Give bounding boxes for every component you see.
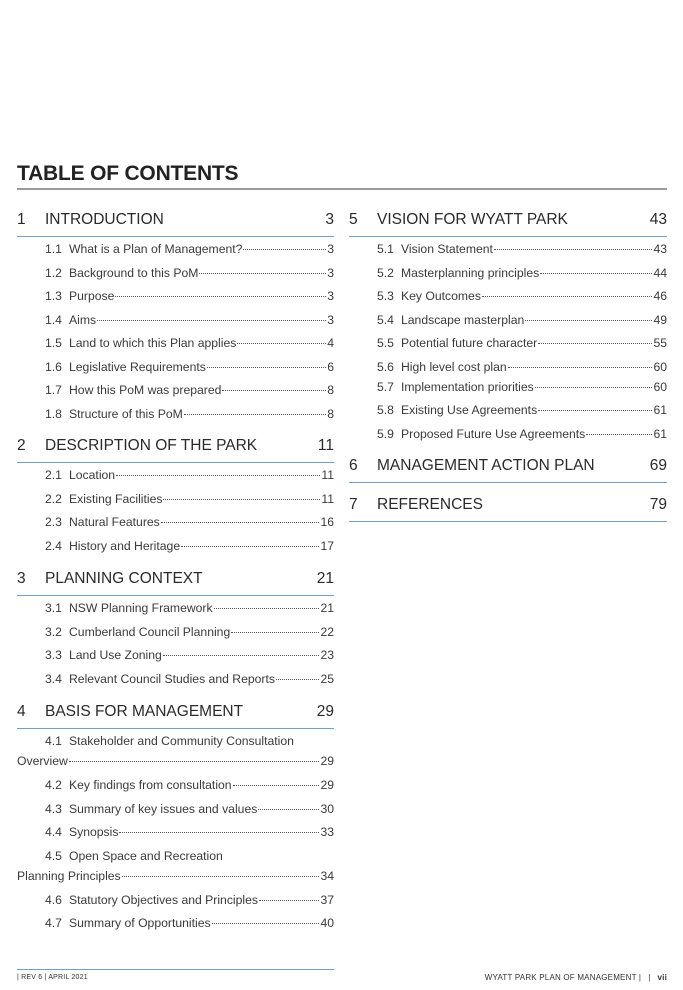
entry-page: 34	[320, 868, 334, 883]
entry-number: 4.6	[45, 892, 62, 907]
entry-number: 2.3	[45, 515, 62, 529]
entry-label: Location	[69, 468, 116, 482]
entry-number: 5.6	[377, 359, 394, 374]
toc-entry[interactable]	[45, 893, 334, 917]
entry-page: 3	[327, 242, 334, 256]
toc-entry[interactable]	[377, 336, 667, 360]
dot-leader	[181, 546, 319, 547]
toc-entry[interactable]	[45, 492, 334, 516]
dot-leader	[163, 655, 320, 656]
entry-page: 25	[320, 671, 334, 686]
dot-leader	[212, 923, 320, 924]
dot-leader	[163, 499, 320, 500]
toc-entry[interactable]	[45, 916, 334, 940]
toc-entry[interactable]	[45, 313, 334, 337]
toc-section-heading[interactable]	[349, 496, 667, 522]
section-page: 29	[316, 703, 334, 720]
footer-page-number: vii	[657, 973, 667, 982]
entry-label: Summary of key issues and values	[69, 801, 258, 816]
entry-number: 4.3	[45, 801, 62, 816]
entry-number: 2.4	[45, 538, 62, 553]
entry-label: Structure of this PoM	[69, 406, 183, 421]
toc-entry[interactable]	[45, 648, 334, 672]
toc-section-1	[17, 211, 334, 430]
toc-entry[interactable]	[377, 242, 667, 266]
entry-page: 46	[653, 289, 667, 303]
entry-number: 5.4	[377, 312, 394, 327]
entry-page: 49	[653, 312, 667, 327]
footer-revision: | REV 6 | APRIL 2021	[17, 974, 88, 981]
dot-leader	[243, 249, 326, 250]
dot-leader	[207, 367, 326, 368]
dot-leader	[538, 343, 652, 344]
toc-section-5	[349, 211, 667, 450]
dot-leader	[184, 414, 326, 415]
dot-leader	[259, 900, 319, 901]
entry-page: 40	[320, 916, 334, 930]
toc-section-heading[interactable]	[17, 437, 334, 463]
entry-number: 5.7	[377, 379, 394, 394]
entry-number: 1.4	[45, 312, 62, 327]
dot-leader	[540, 273, 652, 274]
entry-page: 22	[320, 624, 334, 639]
toc-entry[interactable]	[45, 242, 334, 266]
section-page: 11	[317, 437, 334, 454]
entry-page: 17	[320, 538, 334, 553]
section-page: 79	[649, 496, 667, 513]
entry-number: 1.3	[45, 289, 62, 303]
entry-number: 2.1	[45, 468, 62, 482]
entry-page: 11	[321, 468, 334, 482]
footer-separator: |	[648, 973, 651, 982]
section-title: INTRODUCTION	[45, 211, 164, 228]
dot-leader	[258, 809, 319, 810]
entry-page: 16	[320, 515, 334, 529]
toc-entries	[17, 734, 334, 940]
entry-page: 23	[320, 648, 334, 662]
entry-label: Key Outcomes	[401, 289, 481, 303]
section-title: MANAGEMENT ACTION PLAN	[377, 457, 595, 474]
dot-leader	[538, 410, 652, 411]
section-number: 6	[349, 457, 358, 474]
footer-document-title: WYATT PARK PLAN OF MANAGEMENT |	[484, 973, 642, 982]
dot-leader	[97, 320, 326, 321]
entry-label: NSW Planning Framework	[69, 601, 213, 615]
entry-label: Cumberland Council Planning	[69, 624, 231, 639]
toc-entry[interactable]	[377, 313, 667, 337]
toc-entries	[17, 242, 334, 430]
section-page: 3	[325, 211, 334, 228]
dot-leader	[119, 832, 319, 833]
entry-label: Landscape masterplan	[401, 312, 525, 327]
entry-page: 8	[327, 383, 334, 397]
entry-page: 33	[320, 825, 334, 839]
entry-page: 60	[653, 379, 667, 394]
section-number: 5	[349, 211, 358, 228]
entry-label: Relevant Council Studies and Reports	[69, 671, 275, 686]
section-number: 4	[17, 703, 26, 720]
section-page: 69	[649, 457, 667, 474]
toc-entry[interactable]	[17, 848, 334, 893]
entry-number: 5.5	[377, 336, 394, 350]
entry-page: 21	[320, 601, 334, 615]
entry-number: 3.2	[45, 624, 62, 639]
section-number: 1	[17, 211, 26, 228]
entry-page: 60	[653, 359, 667, 374]
toc-entries	[17, 468, 334, 562]
entry-number: 4.5	[45, 848, 62, 863]
entry-page: 37	[320, 892, 334, 907]
entry-label: Open Space and Recreation	[69, 848, 223, 863]
toc-section-7	[349, 496, 667, 522]
section-title: BASIS FOR MANAGEMENT	[45, 703, 244, 720]
toc-section-3	[17, 570, 334, 695]
dot-leader	[482, 296, 653, 297]
entry-number: 3.4	[45, 671, 62, 686]
entry-page: 61	[653, 426, 667, 441]
entry-number: 1.1	[45, 242, 62, 256]
entry-number: 4.1	[45, 734, 62, 748]
entry-page: 29	[320, 778, 334, 792]
toc-section-heading[interactable]	[349, 457, 667, 483]
toc-entry[interactable]	[377, 266, 667, 290]
entry-label: Key findings from consultation	[69, 778, 232, 792]
entry-page: 29	[320, 754, 334, 768]
toc-entry[interactable]	[45, 336, 334, 360]
entry-number: 1.8	[45, 406, 62, 421]
section-number: 2	[17, 437, 26, 454]
dot-leader	[115, 296, 326, 297]
entry-label: Background to this PoM	[69, 265, 199, 280]
entry-number: 5.1	[377, 242, 394, 256]
entry-label: Purpose	[69, 289, 115, 303]
dot-leader	[116, 475, 320, 476]
toc-section-4	[17, 703, 334, 940]
entry-label: Natural Features	[69, 515, 160, 529]
dot-leader	[231, 632, 319, 633]
entry-number: 4.7	[45, 916, 62, 930]
section-title: REFERENCES	[377, 496, 483, 513]
entry-label-continued: Overview	[17, 754, 68, 768]
dot-leader	[508, 367, 653, 368]
entry-page: 8	[327, 406, 334, 421]
dot-leader	[237, 343, 326, 344]
entry-page: 6	[327, 359, 334, 374]
entry-page: 3	[327, 312, 334, 327]
footer-document-info	[485, 973, 667, 982]
entry-label: Masterplanning principles	[401, 265, 540, 280]
entry-page: 3	[327, 265, 334, 280]
toc-section-heading[interactable]	[349, 211, 667, 237]
entry-number: 1.2	[45, 265, 62, 280]
dot-leader	[494, 249, 653, 250]
section-title: VISION FOR WYATT PARK	[377, 211, 568, 228]
toc-entry[interactable]	[377, 289, 667, 313]
entry-label: Land Use Zoning	[69, 648, 162, 662]
toc-entry[interactable]	[45, 539, 334, 563]
section-title: DESCRIPTION OF THE PARK	[45, 437, 258, 454]
entry-label: Summary of Opportunities	[69, 916, 211, 930]
entry-label: Legislative Requirements	[69, 359, 206, 374]
dot-leader	[276, 679, 319, 680]
toc-entry[interactable]	[17, 734, 334, 778]
entry-label: Stakeholder and Community Consultation	[69, 734, 294, 748]
entry-page: 4	[327, 336, 334, 350]
section-page: 21	[316, 570, 334, 587]
entry-number: 5.2	[377, 265, 394, 280]
dot-leader	[222, 390, 326, 391]
entry-number: 3.1	[45, 601, 62, 615]
entry-number: 2.2	[45, 491, 62, 506]
entry-label: Existing Facilities	[69, 491, 163, 506]
toc-entry[interactable]	[45, 515, 334, 539]
toc-entry[interactable]	[45, 802, 334, 826]
dot-leader	[161, 522, 320, 523]
toc-entry[interactable]	[377, 380, 667, 404]
toc-section-2	[17, 437, 334, 562]
toc-entry[interactable]	[45, 468, 334, 492]
entry-number: 5.9	[377, 426, 394, 441]
toc-entry[interactable]	[377, 403, 667, 427]
entry-page: 30	[320, 801, 334, 816]
entry-number: 3.3	[45, 648, 62, 662]
section-title: PLANNING CONTEXT	[45, 570, 203, 587]
toc-section-heading[interactable]	[17, 703, 334, 729]
toc-entry[interactable]	[377, 360, 667, 380]
entry-number: 1.7	[45, 383, 62, 397]
dot-leader	[214, 608, 320, 609]
entry-number: 5.8	[377, 403, 394, 417]
dot-leader	[69, 761, 320, 762]
entry-page: 3	[327, 289, 334, 303]
entry-label: How this PoM was prepared	[69, 383, 222, 397]
footer-divider	[17, 969, 334, 970]
entry-label: Implementation priorities	[401, 379, 534, 394]
entry-label: History and Heritage	[69, 538, 181, 553]
section-number: 3	[17, 570, 26, 587]
entry-label: Land to which this Plan applies	[69, 336, 237, 350]
toc-entry[interactable]	[45, 601, 334, 625]
entry-label: Proposed Future Use Agreements	[401, 426, 586, 441]
toc-entry[interactable]	[45, 383, 334, 407]
toc-entries	[17, 601, 334, 695]
section-number: 7	[349, 496, 358, 513]
dot-leader	[122, 876, 320, 877]
toc-entry[interactable]	[45, 672, 334, 696]
entry-number: 4.2	[45, 778, 62, 792]
entry-label: Potential future character	[401, 336, 538, 350]
entry-label: Existing Use Agreements	[401, 403, 538, 417]
dot-leader	[586, 434, 652, 435]
toc-entry[interactable]	[377, 427, 667, 451]
entry-label: Statutory Objectives and Principles	[69, 892, 258, 907]
dot-leader	[233, 785, 320, 786]
toc-section-heading[interactable]	[17, 570, 334, 596]
page-title: TABLE OF CONTENTS	[17, 162, 667, 190]
entry-number: 1.6	[45, 359, 62, 374]
entry-label-continued: Planning Principles	[17, 868, 121, 883]
toc-entry[interactable]	[45, 825, 334, 849]
entry-page: 11	[321, 491, 334, 506]
entry-page: 55	[653, 336, 667, 350]
dot-leader	[535, 387, 653, 388]
toc-section-heading[interactable]	[17, 211, 334, 237]
toc-entry[interactable]	[45, 778, 334, 802]
entry-label: Vision Statement	[401, 242, 493, 256]
entry-number: 5.3	[377, 289, 394, 303]
toc-entry[interactable]	[45, 289, 334, 313]
entry-page: 44	[653, 265, 667, 280]
entry-number: 4.4	[45, 825, 62, 839]
toc-entry[interactable]	[45, 266, 334, 290]
toc-entry[interactable]	[45, 407, 334, 431]
dot-leader	[525, 320, 652, 321]
entry-page: 61	[653, 403, 667, 417]
toc-entries	[349, 242, 667, 450]
entry-page: 43	[653, 242, 667, 256]
dot-leader	[199, 273, 326, 274]
toc-entry[interactable]	[45, 625, 334, 649]
entry-label: Synopsis	[69, 825, 119, 839]
entry-number: 1.5	[45, 336, 62, 350]
toc-entry[interactable]	[45, 360, 334, 384]
section-page: 43	[649, 211, 667, 228]
toc-section-6	[349, 457, 667, 483]
entry-label: High level cost plan	[401, 359, 507, 374]
entry-label: Aims	[69, 312, 97, 327]
entry-label: What is a Plan of Management?	[69, 242, 243, 256]
